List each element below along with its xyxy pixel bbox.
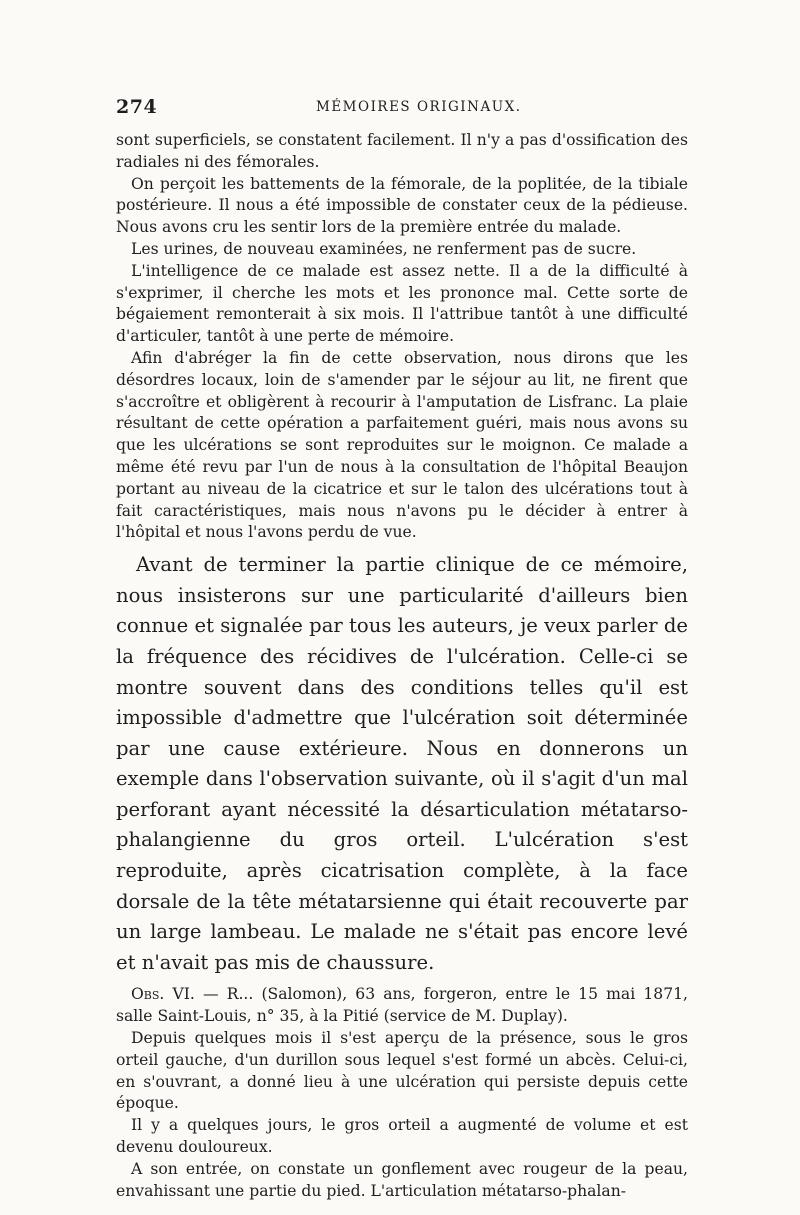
paragraph-conclusion: Afin d'abréger la fin de cette observation, nous dirons que les désordres locaux, loin de s'amender par le séjour au lit, ne firent que s'accroître et obligèrent à recourir à l'amputation de Lisfranc. La plaie résultant de cette opération a parfaitement guéri, mais nous avons su que les ulcérations se sont reproduites sur le moignon. Ce malade a même été revu par l'un de nous à la consultation de l'hôpital Beaujon portant au niveau de la cicatrice et sur le talon des ulcérations tout à fait caractéristiques, mais nous n'avons pu le décider à entrer à l'hôpital et nous l'avons perdu de vue. [116,348,688,542]
observation-paragraph: A son entrée, on constate un gonflement avec rougeur de la peau, envahissant une partie du pied. L'articulation métatarso-phalan- [116,1159,688,1200]
observation-paragraph: Il y a quelques jours, le gros orteil a augmenté de volume et est devenu douloureux. [116,1116,688,1157]
observation-label: Obs. VI. [131,985,195,1004]
page-number: 274 [116,96,158,118]
paragraph-pulses: On perçoit les battements de la fémorale, de la poplitée, de la tibiale postérieure. Il nous a été impossible de constater ceux de la pédieuse. Nous avons cru les sentir lors de la première entrée du malade. [116,174,688,237]
paragraph-recurrence: Avant de terminer la partie clinique de ce mémoire, nous insisterons sur une particularité d'ailleurs bien connue et signalée par tous les auteurs, je veux parler de la fréquence des récidives de l'ulcération. Celle-ci se montre souvent dans des conditions telles qu'il est impossible d'admettre que l'ulcération soit déterminée par une cause extérieure. Nous en donnerons un exemple dans l'observation suivante, où il s'agit d'un mal perforant ayant nécessité la désarticulation métatarso-phalangienne du gros orteil. L'ulcération s'est reproduite, après cicatrisation complète, à la face dorsale de la tête métatarsienne qui était recouverte par un large lambeau. Le malade ne s'était pas encore levé et n'avait pas mis de chaussure. [116,553,688,974]
clinical-commentary [116,550,688,978]
observation-heading [116,984,688,1028]
observation-continuation [116,130,688,544]
observation-vi [116,984,688,1202]
paragraph-urine: Les urines, de nouveau examinées, ne renferment pas de sucre. [131,239,637,258]
page-header [116,96,688,122]
running-head: MÉMOIRES ORIGINAUX. [316,99,522,115]
paragraph-intelligence: L'intelligence de ce malade est assez nette. Il a de la difficulté à s'exprimer, il cherche les mots et les prononce mal. Cette sorte de bégaiement remonterait à six mois. Il l'attribue tantôt à une difficulté d'articuler, tantôt à une perte de mémoire. [116,261,688,346]
observation-heading-text: — R... (Salomon), 63 ans, forgeron, entre le 15 mai 1871, salle Saint-Louis, n° 35, à la Pitié (service de M. Duplay). [116,985,688,1026]
paragraph-continuation: sont superficiels, se constatent facilement. Il n'y a pas d'ossification des radiales ni des fémorales. [116,131,688,171]
observation-paragraph: Depuis quelques mois il s'est aperçu de la présence, sous le gros orteil gauche, d'un durillon sous lequel s'est formé un abcès. Celui-ci, en s'ouvrant, a donné lieu à une ulcération qui persiste depuis cette époque. [116,1029,688,1113]
page-body [116,130,688,1202]
